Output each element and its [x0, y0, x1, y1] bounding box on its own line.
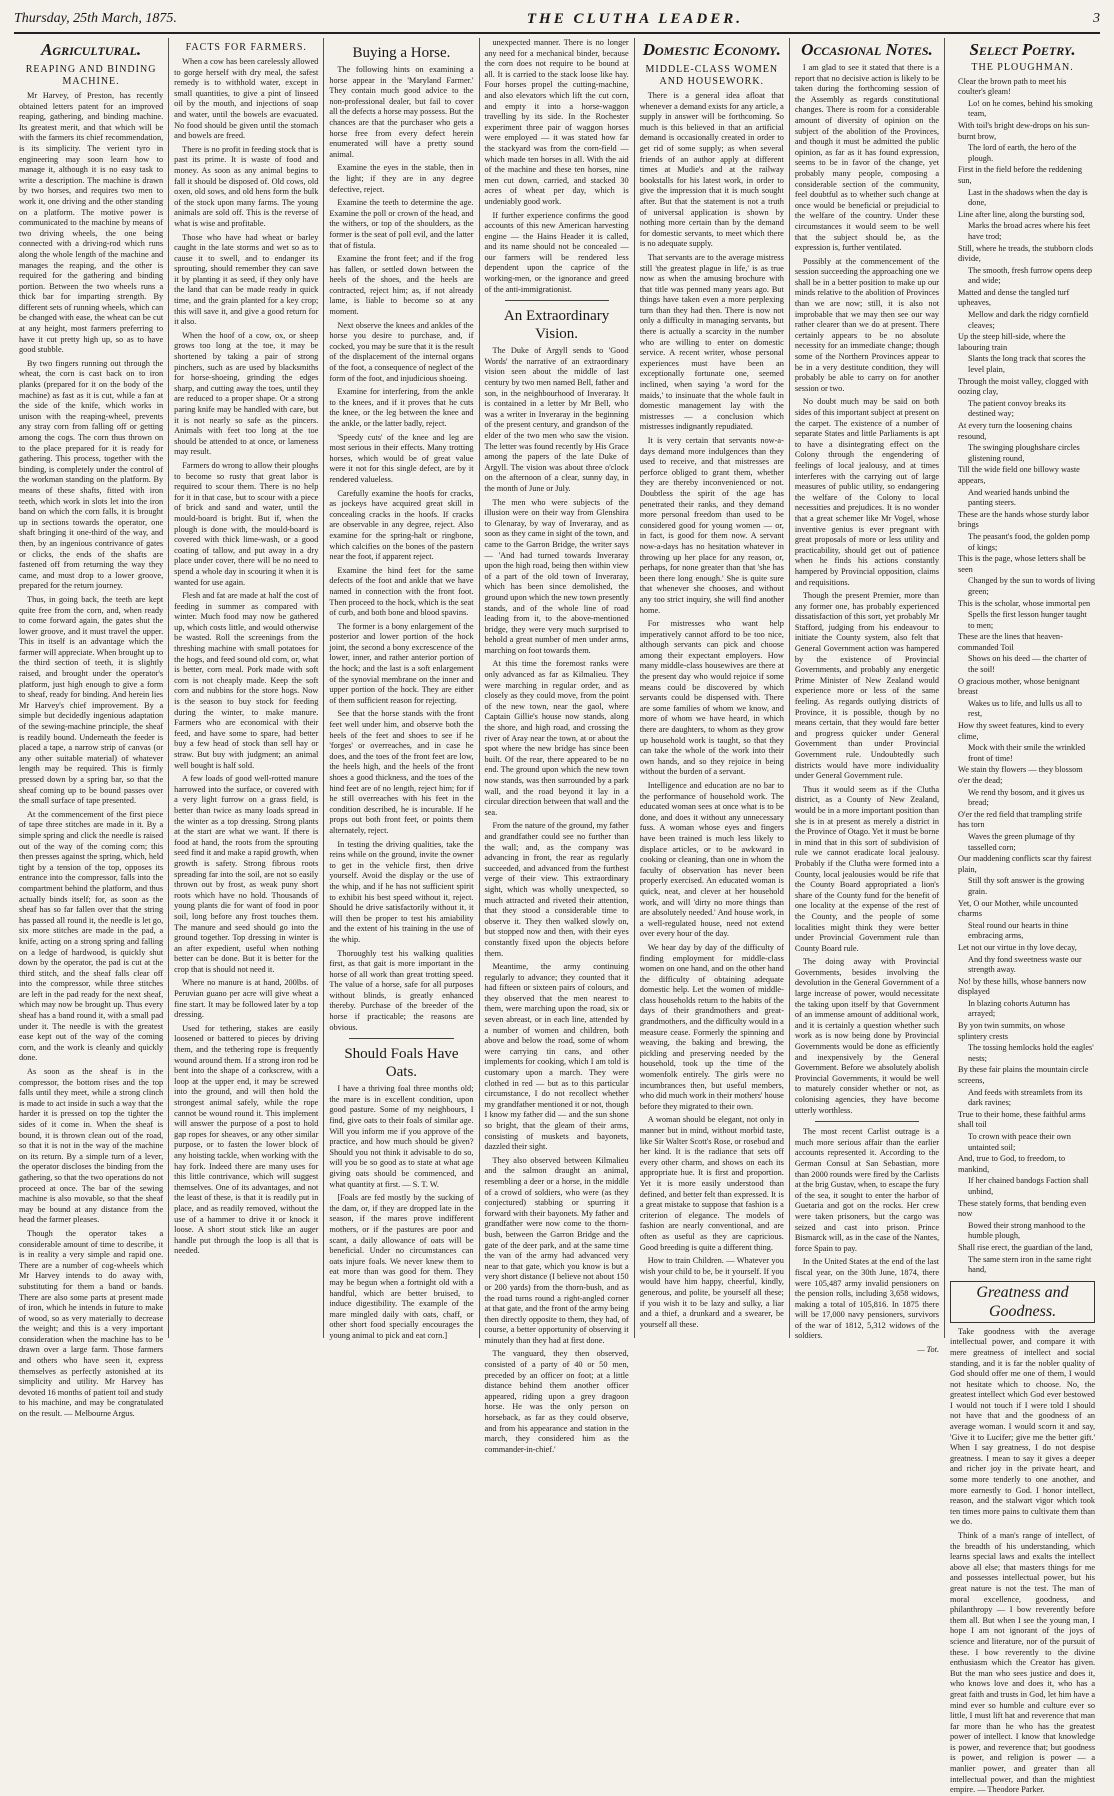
poem-line: Steal round our hearts in thine embracing arms, — [968, 920, 1069, 941]
poem-line: Till the wide field one billowy waste appears, — [958, 465, 1080, 485]
article-paragraph: I am glad to see it stated that there is a report that no decisive action is likely to be taken during the forthcoming session of the Assembly as regards constitutional changes. There is room for a considerable amount of diversity of opinion on the subject of the abolition of the Provinces, and though it must be admitted the public opinion, as far as it has found expression, seems to be in favor of the change, yet probably many people, composing a considerable section of the community, feel doubtful as to whether such change at once would be beneficial or prejudicial to the welfare of the country. Under these circumstances it would seem to be well that the subject should be, as the expression is, further ventilated. — [794, 63, 940, 253]
poem-line: First in the field before the reddening sun, — [958, 165, 1082, 185]
article-paragraph: The most recent Carlist outrage is a much more serious affair than the earlier accounts represented it. According to the German Consul at San Sebastian, more than 2000 rounds were fired by the Carlists at the brig Gustav, when, to escape the fury of the sea, it sought to enter the harbor of Guetaria and got on the rocks. Her crew were taken prisoners, but the cargo was seized and cast into prison. Prince Bismarck will, as in the case of the Nantes, force Spain to pay. — [794, 1127, 940, 1253]
article-paragraph: Carefully examine the hoofs for cracks, as jockeys have acquired great skill in concealing cracks in the hoofs. If cracks are observable in any degree, reject. Also examine for the spring-halt or ringbone, which calcifies on the bones of the pastern near the foot, if apparent reject. — [329, 488, 474, 562]
poem-line: If her chained bandogs Faction shall unbind, — [968, 1176, 1089, 1196]
poem-line: The lord of earth, the hero of the plough. — [968, 143, 1077, 163]
article-paragraph: Examine the front feet; and if the frog has fallen, or settled down between the heels of the shoes, and the heels are contracted, reject him; as, if not already lame, is liable to become so at any moment. — [329, 254, 474, 317]
poem-line: And thy fond sweetness waste our strength away. — [968, 954, 1082, 975]
article-paragraph: Think of a man's range of intellect, of the breadth of his understanding, which learns special laws and exalts the intellect above all else; that masters things for me and possesses intellectual power, but his great nature is not the test. The man of moral excellence, goodness, and philanthropy — I bow reverently before them all. But when I see the young man, I hope I am not ignorant of the joys of science and literature, nor of the pursuit of these. I bow reverently to the divine enthusiasm which the Creator has given. But the man who sees justice and does it, who knows love and does it, who has a great faith and trusts in God, let him have a mind ever so humble and culture ever so little, I must lift hat and reverence that man far more than he who has the greatest power of intellect. I know that knowledge is power, and reverence that; but goodness is power, and religion is power — a manlier power, and greater than all intellectual power, and than the mightiest empire. — Theodore Parker. — [950, 1531, 1096, 1795]
article-paragraph: The men who were subjects of the illusion were on their way from Glenshira to Glenaray, by way of Inveraray, and as soon as they came in sight of the town, and came to the Garron Bridge, the writer says — 'And had turned towards Inveraray upon the high road, being then within view of a part of the old town of Inveraray, which has been since demolished, the ground upon which the new town presently stands, and of the whole line of road leading from it, to the above-mentioned bridge, they were very much surprised to behold a great number of men under arms, marching on foot towards them. — [484, 497, 629, 655]
article-paragraph: For mistresses who want help imperatively cannot afford to be too nice, although servants can pick and choose among their expectant employers. How many middle-class housewives are there at the present day who would rejoice if some means could be discovered by which servants could be dispensed with. There are some families of whom we know, and more of whom we have heard, in which there are daughters, to whom as they grow up household work is taught, so that they can take the whole of the work into their own hands, and so they rejoice in being without the burden of a servant. — [639, 619, 784, 777]
poem-line: And feeds with streamlets from its dark ravines; — [968, 1087, 1083, 1108]
article-paragraph: Meantime, the army continuing regularly to advance; they counted that it had fifteen or sixteen pairs of colours, and they observed that the men nearest to them, were marching upon the road, six or seven abreast, or in each line, attended by a number of women and children, both above and below the road, some of whom were carrying tin cans, and other implements for cooking, which I am told is customary upon a march. They were clothed in red — but as to this particular circumstance, I do not recollect whether my grandfather mentioned it or not, though I know my father did — and the sun shone so bright, that the gleam of their arms, consisting of muskets and bayonets, dazzled their sight. — [484, 962, 629, 1152]
poem-line: The swinging ploughshare circles glistening round, — [968, 443, 1080, 463]
poem-line: True to their home, these faithful arms shall toil — [958, 1109, 1086, 1130]
article-title-should-foals-have-oats: Should Foals Have Oats. — [344, 1046, 459, 1081]
poem-line: Waves the green plumage of thy tasselled corn; — [968, 831, 1075, 852]
poem-line: By these fair plains the mountain circle screens, — [958, 1065, 1089, 1086]
poem-line: Slants the long track that scores the level plain, — [968, 354, 1086, 375]
article-paragraph: Though the present Premier, more than any former one, has probably experienced dissatisfaction of this sort, yet probably Mr Stafford, judging from his endeavour to initiate the County system, also felt that General Government action was hampered by the existence of Provincial Governments, and probably any energetic Prime Minister of New Zealand would experience more or less of the same feeling. As regards outlying districts of Province, it is possible, though by no means certain, that they would fare better and progress quicker under General Government than under Provincial Government rule. Undoubtedly such districts would have more individuality under General Government rule. — [794, 591, 940, 781]
article-paragraph: It is very certain that servants now-a-days demand more indulgences than they used to receive, and that mistresses are perforce obliged to grant them, whether they are thereby inconvenienced or not. Doubtless the spirit of the age has penetrated their ranks, and they demand more personal freedom than used to be considered good for young women — or, in fact, is good for them now. A servant now-a-days has no hesitation whatever in throwing up her place for any reason, or, perhaps, for none greater than that 'she has been there long enough.' She is quite sure that whenever she chooses, and without any too strict inquiry, she will find another home. — [639, 436, 784, 615]
article-title-middle-class-women: MIDDLE-CLASS WOMEN AND HOUSEWORK. — [645, 64, 779, 87]
article-paragraph: The vanguard, they then observed, consisted of a party of 40 or 50 men, preceded by an officer on foot; at a little distance behind them another officer appeared, riding upon a grey dragoon horse. He was the only person on horseback, as far as they could observe, and from his appearance and station in the march, they considered him as the commander-in-chief.' — [484, 1349, 629, 1454]
article-title-greatness-and-goodness: Greatness and Goodness. — [950, 1281, 1095, 1323]
poem-line: This is the page, whose letters shall be seen — [958, 554, 1086, 574]
article-byline: — Tot. — [917, 1345, 940, 1355]
column-7 — [945, 38, 1100, 1795]
column-5 — [635, 38, 790, 1338]
article-paragraph: Thus, in going back, the teeth are kept quite free from the corn, and, when ready to come forward again, the gates shut the lower groove, and it must travel the upper. This in itself is an advantage which the farmer will appreciate. When brought up to the third section of teeth, it is slightly raised, and brought under the operator's platform, just high enough to give a form to sheaf, ready for binding. And herein lies Mr Harvey's chief improvement. By a simple but decidedly ingenious adaptation of the sewing-machine principle, the sheaf is readily bound. Underneath the feeder is placed a tape, a narrow strip of canvas (or any other suitable material) of whatever length may be required. This is firmly pressed down by a spring bar, so that the sheaf coming up to be bound passes over the small surface of tape presented. — [19, 594, 164, 806]
poem-line: We stain thy flowers — they blossom o'er the dead; — [958, 765, 1083, 785]
poem-line: The smooth, fresh furrow opens deep and wide; — [968, 265, 1092, 286]
poem-line: Up the steep hill-side, where the labouring train — [958, 332, 1066, 352]
masthead — [14, 8, 1100, 30]
article-paragraph: Those who have had wheat or barley caught in the late storms and wet so as to cause it to swell, and to endanger its sprouting, should remember they can save it by planting it as seed, if they only have the land that can be made ready in quick time, and the grain planted for a key crop; this will save it, and give a good return for it also. — [174, 232, 319, 327]
article-paragraph: Next observe the knees and ankles of the horse you desire to purchase, and, if cocked, you may be sure that it is the result of the displacement of the internal organs of the foot, a consequence of neglect of the form of the foot, and injudicious shoeing. — [329, 320, 474, 383]
article-paragraph: A few loads of good well-rotted manure harrowed into the surface, or covered with a very light furrow on a grass field, is better than twice as many loads spread in the winter as a top dressing. Strong plants at the start are what we want. If there is food at hand, the roots from the sprouting seed find it and make a rapid growth, when growth is safety. Strong fibrous roots spreading far into the soil, are not so easily thrown out by frost, as weak puny short roots which have no hold. Thousands of young plants die for want of food in poor soil, long before any frost touches them. The manure and seed should go into the ground together. Top dressing in winter is an after expedient, useful when nothing better can be done. But it is better for the crop that is should not need it. — [174, 774, 319, 974]
article-paragraph: That servants are to the average mistress still 'the greatest plague in life,' is as true now as when the amusing brochure with that title was penned many years ago. But things have taken even a more perplexing turn than they had then. There is now not only a difficulty in managing servants, but there is actually a scarcity in the number who are willing to enter on domestic service. A recent writer, whose personal experiences must have been an exceptionally fortunate one, seemed inclined, when saying 'a word for the maids,' to insinuate that the whole fault in domestic management lay with the mistresses — a conclusion which mistresses indignantly repudiated. — [639, 252, 784, 432]
poem-line: Last in the shadows when the day is done, — [968, 187, 1088, 208]
poem-line: In blazing cohorts Autumn has arrayed; — [968, 998, 1070, 1019]
article-paragraph: The doing away with Provincial Governments, besides involving the devolution in the General Government of a large increase of power, would necessitate the taking upon itself by that Government of an immense amount of additional work, and it is certainly a question whether such work as is now being done by Provincial Governments would be done as efficiently and inexpensively by the General Government. Before we absolutely abolish Provincial Governments, it would be well to maturely consider whether or not, as colonising agencies, they have become utterly worthless. — [794, 957, 940, 1115]
column-4 — [480, 38, 635, 1454]
article-paragraph: Mr Harvey, of Preston, has recently obtained letters patent for an improved reaping, gathering, and binding machine. Its greatest merit, and that which will be with the farmers its chief recommendation, is its simplicity. The verient tyro in engineering may soon learn how to manage it, although it is no easy task to write a description. The machine is drawn by two horses, and requires two men to work it, one driving and the other standing on a platform. The motive power is communicated to the machine by means of two driving wheels, the one being connected with a driving-rod which runs along the whole length of the machine and manages the reaping, and the other is required for the gathering and binding portion. Between the two wheels runs a thick bar for imparting strength. By different sets of running wheels, which can be changed with ease, the wheat can be cut at any height, most farmers preferring to have it cut pretty high up, so as to have good stubble. — [19, 91, 164, 355]
article-paragraph: Intelligence and education are no bar to the performance of household work. The educated woman sees at once what is to be done, and does it without any unnecessary fuss. A woman whose eyes and fingers have been trained is much less likely to displace articles, or to be awkward in cooking or cleaning, than one in whom the faculty of observation has never been properly exercised. An educated woman is quick, neat, and clever at her household work, and will 'dirty no more things than are absolutely needed.' And house work, in a well-regulated house, need not extend over every hour of the day. — [639, 781, 784, 939]
column-3 — [324, 38, 479, 1338]
article-paragraph: Examine for interfering, from the ankle to the knees, and if it proves that he cuts the knee, or the leg between the knee and the ankle, or the latter badly, reject. — [329, 387, 474, 428]
article-paragraph: At this time the foremost ranks were only advanced as far as Kilmalieu. They were marching in regular order, and as closely as they could move, from the point of the new town, near the gaol, where Captain Gillie's house now stands, along the shore, and high road, and crossing the river of Aray near the town, at or about the spot where the new bridge has since been built. Of the rear, there appeared to be no end. The ground upon which the new town now stands, was then surrounded by a park wall, and the road beyond it lay in a circular direction between that wall and the sea. — [484, 659, 629, 817]
article-paragraph: A woman should be elegant, not only in manner but in mind, without morbid taste, like Sir Walter Scott's Rose, or rosebud and her kind. It is the radiance that sets off every other charm, and shows on each its appropriate hue. It is first and proportion. Yet it is more easily understood than defined, and better felt than expressed. It is a great mistake to suppose that fashion is a criterion of elegance. The models of fashion are nearly conventional, and are often as useful as they are capricious. Good breeding is quite a different thing. — [639, 1115, 784, 1252]
poem-line: Our maddening conflicts scar thy fairest plain, — [958, 854, 1092, 874]
poem-line: Spells the first lesson hunger taught to men; — [968, 610, 1087, 630]
article-paragraph: The former is a bony enlargement of the posterior and lower portion of the hock joint, the second a bony excrescence of the lower, inner, and rather anterior portion of the hock; and the last is a soft enlargement of the synovial membrane on the inner and upper portion of the hock. They are either of them sufficient reason for rejecting. — [329, 621, 474, 705]
article-paragraph: Take goodness with the average intellectual power, and compare it with mere greatness of intellect and social standing, and it is far the nobler quality of God should offer me one of them, I would not hesitate which to choose. No, the greatest intellect which God ever bestowed I would not touch if I were told I should not have that and the goodness of an average woman. I would scorn it and say, 'Give it to Lucifer; give me the better gift.' When I say greatness, I do not despise greatness. I mean to say it gives a deeper and richer joy in the private heart, and some more tenderly to one another, and more earnestly to God. I honor intellect, reason, and the stalwart vigor which took ten times more pains to cultivate them than we do. — [950, 1326, 1096, 1527]
section-heading-select-poetry: Select Poetry. — [969, 40, 1076, 59]
article-paragraph: See that the horse stands with the front feet well under him, and observe both the heels of the feet and shoes to see if he 'forges' or overreaches, and in case he does, and the toes of the front feet are low, the heels high, and the heels of the front shoes a good thickness, and the toes of the hind feet are of no length, reject him; for if he still overreaches with his feet in the condition described, he is incurable. If he props out both front feet, or points them alternately, reject. — [329, 709, 474, 835]
article-paragraph: I have a thriving foal three months old; the mare is in excellent condition, upon good pasture. Some of my neighbours, I find, give oats to their foals of similar age. Will you inform me if you approve of the practice, and how much should be given? Should you not think it advisable to do so, will you be so good as to state at what age giving oats should be commenced, and what quantity at first. — S. T. W. — [329, 1084, 474, 1189]
article-paragraph: The following hints on examining a horse appear in the 'Maryland Farmer.' They contain much good advice to the non-professional dealer, but fail to cover all the defects a horse may possess. But the chances are that the purchaser who gets a horse free from every defect herein enumerated will have a pretty sound animal. — [329, 65, 474, 159]
column-6 — [790, 38, 945, 1355]
article-paragraph: From the nature of the ground, my father and grandfather could see no further than the wall; and, as the company was advancing in front, the rear as regularly succeeded, and advanced from the furthest verge of their view. This extraordinary sight, which was wholly unexpected, so much attracted and riveted their attention, that they stood a considerable time to observe it. They then walked slowly on, but stopped now and then, with their eyes constantly fixed upon the objects before them. — [484, 821, 629, 958]
article-paragraph: Thus it would seem as if the Clutha district, as a County of New Zealand, would be in a more important position than she is in at present as merely a district in the Province of Otago. Yet it must be borne in mind that in this sort of subdivision of rule we cannot eradicate local jealousy. Probably if the Clutha were formed into a County, local jealousies would be rife that the County Board appropriated a lion's share of the County fund for the benefit of one locality at the expense of the rest of the County, and the people of some localities might think they were better under Provincial Government rule than County Board rule. — [794, 784, 940, 953]
poem-line: How thy sweet features, kind to every clime, — [958, 721, 1085, 741]
article-paragraph: unexpected manner. There is no longer any need for a mechanical binder, because the corn does not require to be bound at all. It is carried to the stack loose like hay. Four horses propel the cutting-machine, and also elevators which lift the cut corn, and empty it into a horse-waggon travelling by its side. In the Rochester experiment three pair of waggon horses were employed — it was stated how far the stackyard was from the corn-field — which made ten horses in all. With the aid of the machine and these ten horses, nine men cut down, carried, and stacked 30 acres of wheat per day, which is undeniably good work. — [484, 38, 629, 206]
poem-line: These are the hands whose sturdy labor brings — [958, 509, 1089, 530]
article-paragraph: There is no profit in feeding stock that is past its prime. It is waste of food and money. As soon as any animal begins to fall it should be disposed of. Old cows, old oxen, old sows, and old hens form the bulk of the stock upon many farms. The young animals are sold off. This is the reverse of what is wise and profitable. — [174, 144, 319, 228]
poem-line: Wakes us to life, and lulls us all to rest, — [968, 698, 1082, 719]
article-paragraph: There is a general idea afloat that whenever a demand exists for any article, a supply in answer will be forthcoming. So much is this believed in that an artificial demand is occasionally created in order to get rid of some supply; as when several friends of an author apply at different times at Mudie's and at the railway bookstalls for his latest work, in order to give the impression that it is much sought after. But that the statement is not a truth of universal application is shown by nothing more certain than by the demand for domestic servants, to meet which there is no adequate supply. — [639, 91, 784, 249]
article-paragraph: Examine the teeth to determine the age. Examine the poll or crown of the head, and the withers, or top of the shoulders, as the former is the seat of poll evil, and the latter that of fistula. — [329, 198, 474, 250]
poem-line: At every turn the loosening chains resound, — [958, 421, 1073, 441]
article-title-extraordinary-vision: An Extraordinary Vision. — [503, 308, 610, 343]
article-paragraph: Where no manure is at hand, 200lbs. of Peruvian guano per acre will give wheat a fine start. It may be followed later by a top dressing. — [174, 978, 319, 1020]
poem-line: Yet, O our Mother, while uncounted charms — [958, 898, 1078, 919]
poem-line: Through the moist valley, clogged with oozing clay, — [958, 376, 1089, 397]
article-title-buying-a-horse: Buying a Horse. — [352, 45, 451, 61]
article-paragraph: Though the operator takes a considerable amount of time to describe, it is in reality a very simple and rapid one. There are a number of cog-wheels which Mr Harvey intends to do away with, substituting for them a band or bands. There are also some parts at present made of iron, which he intends in future to make of wood, so as very materially to decrease the weight; and this is a very important consideration when the machine has to be drawn over a large farm. Those farmers and others who have seen it, express themselves as perfectly astonished at its simplicity and utility. Mr Harvey has devoted 16 months of patient toil and study to his machine, and may be congratulated on the result. — Melbourne Argus. — [19, 1228, 164, 1419]
poem-line: Let not our virtue in thy love decay, — [958, 942, 1077, 952]
poem-line: With toil's bright dew-drops on his sun-burnt brow, — [958, 120, 1090, 141]
article-paragraph: Examine the eyes in the stable, then in the light; if they are in any degree defective, reject. — [329, 163, 474, 194]
poem-line: No! by these hills, whose banners now displayed — [958, 976, 1087, 997]
article-paragraph: 'Speedy cuts' of the knee and leg are most serious in their effects. Many trotting horses, which would be of great value were it not for this single defect, are by it rendered valueless. — [329, 432, 474, 484]
article-divider — [815, 1121, 919, 1122]
poem-line: Lo! on he comes, behind his smoking team, — [968, 98, 1093, 119]
article-paragraph: By two fingers running out through the wheat, the corn is cast back on to iron planks (prepared for it on the body of the machine) as fast as it is cut, while a fan at the side of the knife, which works in unison with the reaping-wheel, prevents any stray corn from falling off or getting among the cogs. The corn thus thrown on to the place prepared for it is ready for gathering. This process, together with the binding, is completely under the control of the workman standing on the platform. By means of these shafts, fitted with iron teeth, which work in slots let into the iron band on which the corn falls, it is brought up in sections towards the operator, one shaft bringing it one-third of the way, and then, by an ingenious contrivance of gates or clicks, the ends of the shafts are fastened off from returning the way they came, and must drop to a lower groove, prepared for the return journey. — [19, 358, 164, 591]
poem-line: O gracious mother, whose benignant breast — [958, 676, 1080, 697]
poem-line: The tossing hemlocks hold the eagles' nests; — [968, 1043, 1094, 1063]
poem-line: Mellow and dark the ridgy cornfield cleaves; — [968, 310, 1089, 330]
article-paragraph: At the commencement of the first piece of tape three stitches are made in it. By a simple spring and click the needle is raised out of the way of the coming corn; this then presses against the spring, which, held tight by a tension of the top, opposes its entrance into the compressor, falls into the compartment behind the platform, and thus actually binds itself; for, as soon as the sheaf has so far fallen over that the string has passed all round it, the needle is let go, six more stitches are made in the pad, a knife, acting on a strong spring and falling on a ledge of hardwood, is quickly shut down by the operator, the pad is cut at the third stitch, and the sheaf falls clear off into the compressor, while three stitches are left in the pad ready for the next sheaf, which may now be brought up. Thus every sheaf has a band round it, with a small pad under it. The needle is with the greatest ease kept out of the way of the coming corn, and the work is cleanly and quickly done. — [19, 809, 164, 1063]
article-paragraph: No doubt much may be said on both sides of this important subject at present on the carpet. The existence of a number of separate States and little Parliaments is apt to have a disintegrating effect on the Colony through the engendering of feelings of local jealousy, and at times interferes with the carrying out of large measures of public utility, so endangering the welfare of the Colony to local necessities and prejudices. It is no wonder that a great schemer like Mr Vogel, whose inventive genius is ever pregnant with great proposals of more or less utility and practicability, should get out of patience when he finds his actions constantly hampered by Provincial opposition, claims and requisitions. — [794, 397, 940, 587]
poem-line: Marks the broad acres where his feet have trod; — [968, 221, 1091, 241]
article-paragraph: Farmers do wrong to allow their ploughs to become so rusty that great labor is required to scour them. There is no help for it in that case, but to scour with a piece of brick and sand and water, until the mould-board is bright. But if, when the plough is done with, the mould-board is covered with thick lime-wash, or a good coating of tallow, and put away in a dry place under cover, there will be no need to spend a whole day in scouring it when it is wanted for use again. — [174, 460, 319, 587]
poem-line: Clear the brown path to meet his coulter's gleam! — [958, 76, 1067, 97]
poem-line: O'er the red field that trampling strife has torn — [958, 809, 1083, 830]
poem-line: Shows on his deed — the charter of the soil! — [968, 654, 1087, 675]
article-paragraph: If further experience confirms the good accounts of this new American harvesting engine — the Hains Header it is called, and its name should not be concealed — our farmers will be rendered less dependent upon the caprice of the working-men, or the ignorance and greed of the anti-immigrationist. — [484, 210, 629, 294]
poem-line: Still, where he treads, the stubborn clods divide, — [958, 243, 1094, 264]
article-paragraph: Examine the hind feet for the same defects of the foot and ankle that we have named in connection with the front foot. Then proceed to the hock, which is the seat of curb, and both bone and blood spavins. — [329, 565, 474, 618]
section-heading-agricultural: Agricultural. — [41, 40, 142, 59]
article-paragraph: [Foals are fed mostly by the sucking of the dam, or, if they are dropped late in the season, if the mares prove indifferent mothers, or if the pastures are poor and scant, a daily allowance of oats will be beneficial. Under no circumstances can oats injure foals. We never knew them to eat more than was good for them. They may be begun when a fortnight old with a handful, which are better bruised, to induce digestibility. The example of the mare mingled daily with oats, chaff, or other short food specially encourages the young animal to pick and eat corn.] — [329, 1193, 474, 1340]
poem-line: This is the scholar, whose immortal pen — [958, 598, 1091, 608]
article-paragraph: Used for tethering, stakes are easily loosened or battered to pieces by driving them, and the tethering rope is frequently wound around them. If a strong iron rod be bent into the shape of a corkscrew, with a loop at the upper end, it may be screwed into the ground, and will then hold the strongest animal safely, while the rope cannot be wound round it. This implement will answer the purpose of a post to hold gap ropes for sheaves, or any other similar purpose, or to fasten the lower block of any hoisting tackle, when working with the hay fork. Indeed there are many uses for this little contrivance, which will suggest themselves. One of its advantages, and not the least of these, is that it is readily put in place, and as readily removed, without the use of a hammer to drive it or knock it loose. A short stout stick like an auger handle put through the loop is all that is needed. — [174, 1023, 319, 1256]
column-1 — [14, 38, 169, 1419]
poem-line: And wearied hands unbind the panting steers. — [968, 487, 1070, 508]
poem-line: Changed by the sun to words of living green; — [968, 576, 1096, 596]
article-title-facts-for-farmers: FACTS FOR FARMERS. — [185, 42, 307, 53]
column-2 — [169, 38, 324, 1338]
poem-line: To crown with peace their own untainted soil; — [968, 1132, 1071, 1152]
article-paragraph: The Duke of Argyll sends to 'Good Words' the narrative of an extraordinary vision seen about the middle of last century by two men named Bell, father and son, in the neighbourhood of Inveraray. It is contained in a letter by Mr Bell, who was a writer in Inveraray in the beginning of the present century, and grandson of the elder of the two men who saw the vision. The letter was found recently by His Grace among the papers of the late Duke of Argyll. The vision was about three o'clock on the afternoon of a clear, sunny day, in the month of June or July. — [484, 346, 629, 493]
article-divider — [505, 300, 609, 301]
article-paragraph: As soon as the sheaf is in the compressor, the bottom rises and the top falls until they meet, while a strong clinch is made to act inside in such a way that the harder it is pressed on top the tighter the sides of it come in. When the sheaf is bound, it is thrown clean out of the road, so that it is not in the way of the machine on its return. By a simple turn of a lever, the operator discloses the binding from the gathering, so that the two operations do not proceed at once. The bar of the sewing machine is also movable, so that the sheaf may be bound at any distance from the head the farmer pleases. — [19, 1067, 164, 1225]
article-paragraph: Flesh and fat are made at half the cost of feeding in summer as compared with winter. Much food may now be gathered up, which costs little, and would otherwise be wasted. Roll the screenings from the threshing machine with small potatoes for the hogs, and feed sound old corn, or, what is better, corn meal. Pork made with soft corn is not cheaply made. Keep the soft corn and nubbins for the store hogs. Now is the season to buy stock for feeding during the winter, to make manure. Farmers who are economical with their feed, and have some to spare, had better buy a few head of stock than sell hay or straw. But buy with judgment; an animal well bought is half sold. — [174, 591, 319, 770]
section-heading-occasional-notes: Occasional Notes. — [801, 40, 933, 59]
article-paragraph: They also observed between Kilmalieu and the salmon draught an animal, resembling a deer or a horse, in the middle of a crowd of soldiers, who were (as they conjectured) stabbing or spurring it forward with their bayonets. My father and grandfather were now come to the thorn-bush, between the Garron Bridge and the gate of the deer park, and at the same time the van of the army had advanced very near to that gate, which you know is but a very short distance (I believe not about 150 or 200 yards) from the thorn-bush, and as the road turns round a right-angled corner at that gate, and the front of the army being then directly opposite to them, they had, of course, a better opportunity of observing it minutely than they had at first done. — [484, 1155, 629, 1345]
poem-line: By yon twin summits, on whose splintery crests — [958, 1021, 1065, 1041]
poem-body — [950, 77, 1095, 1276]
article-paragraph: In the United States at the end of the last fiscal year, on the 30th June, 1874, there were 105,487 army invalid pensioners on the pension rolls, including 3,658 widows, making a total of 105,816. In 1875 there will be 17,000 navy pensioners, survivors of the war of 1812, 5,312 widows of the soldiers. — [794, 1257, 940, 1341]
article-paragraph: When a cow has been carelessly allowed to gorge herself with dry meal, the safest remedy is to withhold water, except in small quantities, to give a pint of linseed oil by the mouth, and injections of soap and water, until the bowels are evacuated. No food should be given until the stomach and bowels are freed. — [174, 57, 319, 141]
article-paragraph: Thoroughly test his walking qualities first, as that gait is more important in the horse of all work than great trotting speed. The value of a horse, safe for all purposes without blinds, is greatly enhanced thereby. Purchase of the breeder of the horse if practicable; the reasons are obvious. — [329, 948, 474, 1032]
masthead-rule — [14, 32, 1100, 34]
newspaper-title: THE CLUTHA LEADER. — [526, 10, 743, 27]
poem-line: The peasant's food, the golden pomp of kings; — [968, 531, 1090, 552]
page-columns — [14, 38, 1100, 1795]
poem-line: The same stern iron in the same right hand, — [968, 1254, 1092, 1275]
article-paragraph: How to train Children. — Whatever you wish your child to be, be it yourself. If you would have him happy, cheerful, kindly, generous, and polite, be yourself all these; if you wish it to be lazy and sulky, a liar and a thief, a drunkard and a swearer, be yourself all these. — [639, 1256, 784, 1329]
article-divider — [349, 1038, 453, 1039]
poem-line: The patient convoy breaks its destined way; — [968, 398, 1066, 419]
poem-line: These are the lines that heaven-commanded Toil — [958, 632, 1063, 652]
poem-line: We rend thy bosom, and it gives us bread; — [968, 787, 1085, 808]
poem-line: Bowed their strong manhood to the humble plough, — [968, 1220, 1086, 1241]
poem-title: THE PLOUGHMAN. — [971, 62, 1074, 73]
poem-line: Matted and dense the tangled turf upheaves, — [958, 287, 1070, 308]
page-number: 3 — [1093, 11, 1100, 26]
poem-line: Still thy soft answer is the growing grain. — [968, 876, 1085, 896]
article-paragraph: When the hoof of a cow, ox, or sheep grows too long at the toe, it may be shortened by taking a pair of strong pinchers, such as are used by blacksmiths for horse-shoeing, grinding the edges sharp, and cutting away the toes, until they are reduced to a proper shape. Or a strong paring knife may be handled with care, but it is not nearly so safe as the pincers. Animals with feet too long at the toe should be attended to at once, or lameness may result. — [174, 330, 319, 457]
poem-line: These stately forms, that bending even now — [958, 1198, 1087, 1219]
poem-line: Mock with their smile the wrinkled front of time! — [968, 743, 1086, 763]
article-paragraph: In testing the driving qualities, take the reins while on the ground, invite the owner to get in the vehicle first, then drive yourself. Avoid the display or the use of the whip, and if he has not sufficient spirit to exhibit his best speed without it, reject. Should he drive satisfactorily without it, it will then be proper to test his amiability and the extent of his training in the use of the whip. — [329, 839, 474, 944]
section-heading-domestic-economy: Domestic Economy. — [642, 40, 781, 59]
article-title-reaping: REAPING AND BINDING MACHINE. — [25, 64, 157, 87]
article-paragraph: Possibly at the commencement of the session succeeding the approaching one we shall be in a better position to make up our minds relative to the abolition of Provinces than we are now; still, it is also not improbable that we may then see our way rather clearer than we do at present. There certainly appears to be no absolute necessity for an immediate change; though some of the Northern Provinces appear to be in a very destitute condition, they will probably be able to carry on for another session or two. — [794, 256, 940, 393]
poem-line: Shall rise erect, the guardian of the land, — [958, 1242, 1093, 1252]
issue-date: Thursday, 25th March, 1875. — [14, 11, 177, 26]
article-paragraph: We hear day by day of the difficulty of finding employment for middle-class women on one hand, and on the other hand the difficulty of obtaining adequate domestic help. Let the women of middle-class households return to the habits of the days of their grandmothers and great-grandmothers, and the difficulty would in a measure cease. Formerly the spinning and weaving, the baking and brewing, the pickling and preserving needed by the household, took up the time of the womenfolk entirely. The girls were no incumbrances then, but useful members, who did much work in their mothers' house before they migrated to their own. — [639, 942, 784, 1111]
poem-line: And, true to God, to freedom, to mankind, — [958, 1154, 1066, 1174]
poem-line: Line after line, along the bursting sod, — [958, 209, 1085, 219]
